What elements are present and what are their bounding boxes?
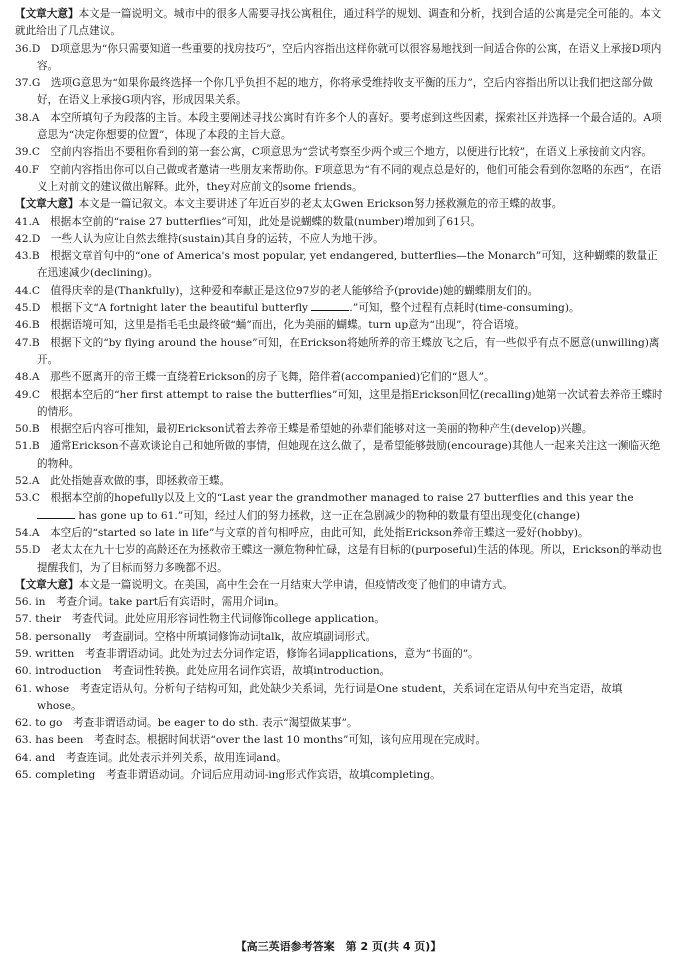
answer-item: 44.C 值得庆幸的是(Thankfully)，这种爱和奉献正是这位97岁的老人能够给予(provide)她的蝴蝶朋友们的。 xyxy=(15,284,539,297)
answer-item: 65. completing 考查非谓语动词。介词后应用动词-ing形式作宾语，故填completing。 xyxy=(15,769,441,782)
summary-heading: 【文章大意】 xyxy=(15,578,79,591)
answer-item: 57. their 考查代词。此处应用形容词性物主代词修饰college application。 xyxy=(15,613,386,626)
summary-text: 本文是一篇说明文。在美国，高中生会在一月结束大学申请，但疫情改变了他们的申请方式。 xyxy=(78,578,513,591)
answer-item: 51.B 通常Erickson不喜欢谈论自己和她所做的事情，但她现在这么做了，是希望能够鼓励(encourage)其他人一起来关注这一濒临灭绝的物种。 xyxy=(15,440,661,470)
answer-blank xyxy=(311,300,349,311)
answer-item: 63. has been 考查时态。根据时间状语“over the last 10 months”可知，该句应用现在完成时。 xyxy=(15,734,487,747)
answer-item: 49.C 根据本空后的“her first attempt to raise the butterflies”可知，这里是指Erickson回忆(recalling)她第一次试着去养帝王蝶时的情形。 xyxy=(15,388,663,418)
answer-item: 46.B 根据语境可知，这里是指毛毛虫最终破“蛹”而出，化为美丽的蝴蝶。turn up意为“出现”，符合语境。 xyxy=(15,319,525,332)
summary-heading: 【文章大意】 xyxy=(15,8,79,20)
answer-item: 62. to go 考查非谓语动词。be eager to do sth. 表示“渴望做某事”。 xyxy=(15,717,358,730)
answer-item: 39.C 空前内容指出不要租你看到的第一套公寓，C项意思为“尝试考察至少两个或三个地方，以便进行比较”，在语义上承接前文内容。 xyxy=(15,146,653,159)
answer-text: .”可知，整个过程有点耗时(time-consuming)。 xyxy=(349,302,580,315)
answer-item: 54.A 本空后的“started so late in life”与文章的首句相呼应，由此可知，此处指Erickson养帝王蝶这一爱好(hobby)。 xyxy=(15,526,589,539)
answer-item xyxy=(15,300,663,317)
answer-item: 41.A 根据本空前的“raise 27 butterflies”可知，此处是说蝴蝶的数量(number)增加到了61只。 xyxy=(15,215,482,228)
answer-item: 59. written 考查非谓语动词。此处为过去分词作定语，修饰名词applications，意为“书面的”。 xyxy=(15,647,479,660)
page-footer: 【高三英语参考答案 第 2 页(共 4 页)】 xyxy=(235,939,442,953)
answer-item: 52.A 此处指她喜欢做的事，即拯救帝王蝶。 xyxy=(15,475,231,488)
answer-item: 37.G 选项G意思为“如果你最终选择一个你几乎负担不起的地方，你将承受维持收支平衡的压力”，空后内容指出所以让我们把这部分做好，在语义上承接G项内容，形成因果关系。 xyxy=(15,77,653,107)
answer-item: 36.D D项意思为“你只需要知道一些重要的找房技巧”，空后内容指出这样你就可以很容易地找到一间适合你的公寓，在语义上承接D项内容。 xyxy=(15,42,662,72)
answer-item: 40.F 空前内容指出你可以自己做或者邀请一些朋友来帮助你。F项意思为“有不同的观点总是好的，他们可能会看到你忽略的东西”，在语义上对前文的建议做出解释。此外，they对应前文的some friends。 xyxy=(15,163,662,193)
answer-item: 64. and 考查连词。此处表示并列关系，故用连词and。 xyxy=(15,751,287,764)
answer-item xyxy=(15,490,663,525)
answer-item: 48.A 那些不愿离开的帝王蝶一直绕着Erickson的房子飞舞，陪伴着(accompanied)它们的“恩人”。 xyxy=(15,371,495,384)
summary-text: 本文是一篇说明文。城市中的很多人需要寻找公寓租住，通过科学的规划、调查和分析，找到合适的公寓是完全可能的。本文就此给出了几点建议。 xyxy=(15,8,662,38)
answer-item: 47.B 根据下文的“by flying around the house”可知，在Erickson将她所养的帝王蝶放飞之后，有一些似乎有点不愿意(unwilling)离开。 xyxy=(15,336,660,366)
answer-item: 43.B 根据文章首句中的“one of America's most popular, yet endangered, butterflies—the Monarch”可知，这种蝴蝶的数量正在迅速减少(declining)。 xyxy=(15,250,658,280)
passage-summary xyxy=(15,577,663,594)
summary-heading: 【文章大意】 xyxy=(15,198,79,211)
passage-summary xyxy=(15,196,663,213)
answer-item: 42.D 一些人认为应让自然去维持(sustain)其自身的运转，不应人为地干涉。 xyxy=(15,232,384,245)
passage-summary xyxy=(15,6,663,41)
answer-blank xyxy=(37,508,75,519)
answer-item: 61. whose 考查定语从句。分析句子结构可知，此处缺少关系词，先行词是One student，关系词在定语从句中充当定语，故填whose。 xyxy=(15,682,623,712)
answer-text: 53.C 根据本空前的hopefully以及上文的“Last year the grandmother managed to raise 27 butterflies and this year the xyxy=(15,492,634,505)
answer-item: 55.D 老太太在九十七岁的高龄还在为拯救帝王蝶这一濒危物种忙碌，这是有目标的(purposeful)生活的体现。所以，Erickson的举动也提醒我们，为了目标而努力多晚都不迟。 xyxy=(15,544,662,574)
answer-text: has gone up to 61.”可知，经过人们的努力拯救，这一正在急剧减少的物种的数量有望出现变化(change) xyxy=(78,509,580,522)
summary-text: 本文是一篇记叙文。本文主要讲述了年近百岁的老太太Gwen Erickson努力拯救濒危的帝王蝶的故事。 xyxy=(78,198,563,211)
answer-item: 38.A 本空所填句子为段落的主旨。本段主要阐述寻找公寓时有许多个人的喜好。要考虑到这些因素，探索社区并选择一个最合适的。A项意思为“决定你想要的位置”，体现了本段的主旨大意。 xyxy=(15,111,662,142)
answer-item: 60. introduction 考查词性转换。此处应用名词作宾语，故填introduction。 xyxy=(15,665,391,678)
answer-item: 50.B 根据空后内容可推知，最初Erickson试着去养帝王蝶是希望她的孙辈们能够对这一美丽的物种产生(develop)兴趣。 xyxy=(15,423,593,436)
answer-item: 58. personally 考查副词。空格中所填词修饰动词talk，故应填副词形式。 xyxy=(15,630,377,643)
answer-item: 56. in 考查介词。take part后有宾语时，需用介词in。 xyxy=(15,596,285,609)
answer-text: 45.D 根据下文“A fortnight later the beautiful butterfly xyxy=(15,302,309,315)
